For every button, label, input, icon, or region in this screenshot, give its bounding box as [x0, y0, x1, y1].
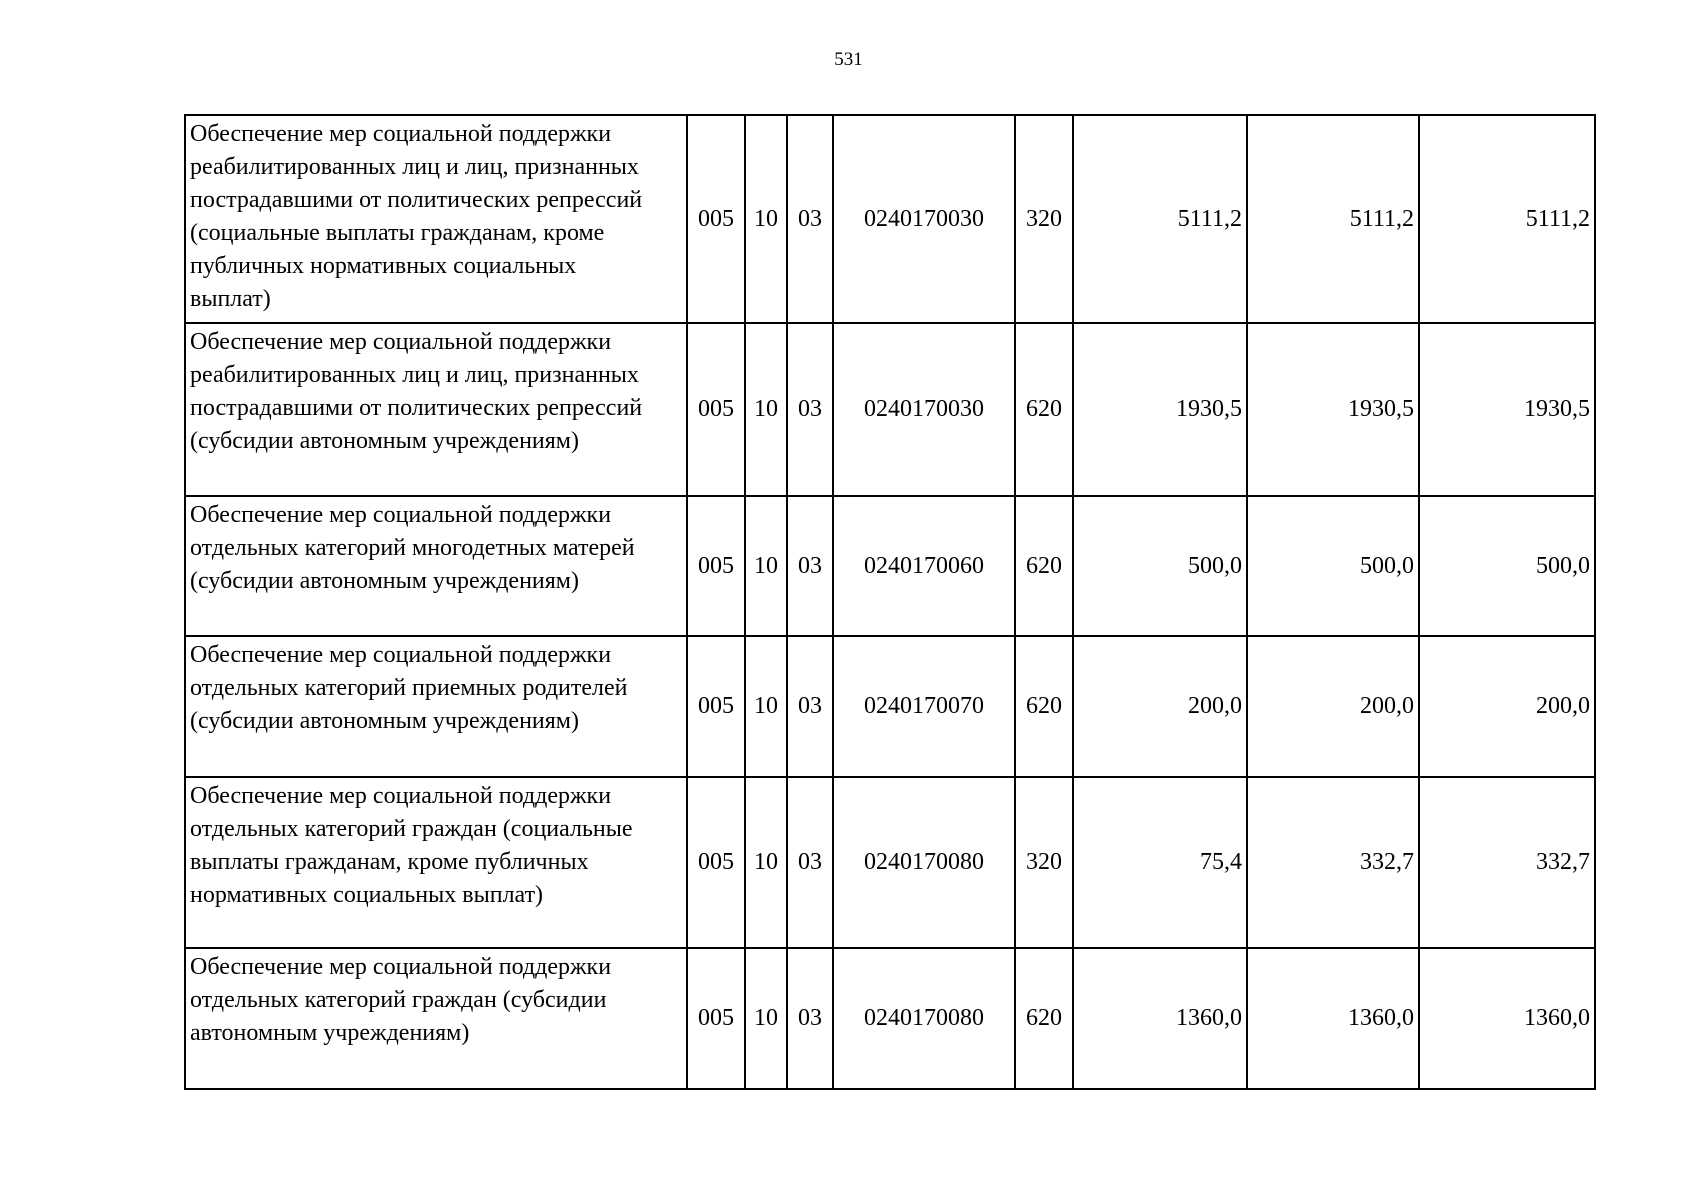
amount-3: 200,0 [1419, 636, 1595, 777]
target-article-code: 0240170080 [833, 948, 1015, 1089]
expense-type-code: 320 [1015, 777, 1073, 948]
row-description [185, 636, 687, 777]
amount-1: 5111,2 [1073, 115, 1247, 323]
subsection-code: 03 [787, 777, 833, 948]
expense-type-code: 320 [1015, 115, 1073, 323]
target-article-code: 0240170070 [833, 636, 1015, 777]
description-line: Обеспечение мер социальной поддержки [190, 783, 612, 809]
table-row [185, 636, 1595, 777]
row-description [185, 496, 687, 636]
subsection-code: 03 [787, 323, 833, 496]
department-code: 005 [687, 496, 745, 636]
description-line: нормативных социальных выплат) [190, 882, 544, 908]
description-line: (социальные выплаты гражданам, кроме [190, 220, 605, 246]
budget-table [184, 114, 1596, 1090]
description-line: выплат) [190, 286, 271, 312]
department-code: 005 [687, 948, 745, 1089]
section-code: 10 [745, 496, 787, 636]
page-number: 531 [834, 49, 863, 70]
description-line: автономным учреждениям) [190, 1020, 470, 1046]
description-line: (субсидии автономным учреждениям) [190, 568, 579, 594]
description-line: Обеспечение мер социальной поддержки [190, 954, 612, 980]
amount-3: 5111,2 [1419, 115, 1595, 323]
amount-1: 1930,5 [1073, 323, 1247, 496]
row-description [185, 115, 687, 323]
amount-2: 500,0 [1247, 496, 1419, 636]
subsection-code: 03 [787, 496, 833, 636]
department-code: 005 [687, 777, 745, 948]
section-code: 10 [745, 323, 787, 496]
target-article-code: 0240170030 [833, 323, 1015, 496]
amount-1: 500,0 [1073, 496, 1247, 636]
description-line: пострадавшими от политических репрессий [190, 187, 643, 213]
description-line: реабилитированных лиц и лиц, признанных [190, 362, 639, 388]
row-description [185, 323, 687, 496]
target-article-code: 0240170030 [833, 115, 1015, 323]
description-line: публичных нормативных социальных [190, 253, 577, 279]
amount-3: 1930,5 [1419, 323, 1595, 496]
description-line: отдельных категорий приемных родителей [190, 675, 628, 701]
amount-2: 1360,0 [1247, 948, 1419, 1089]
description-line: отдельных категорий граждан (социальные [190, 816, 633, 842]
section-code: 10 [745, 636, 787, 777]
description-line: выплаты гражданам, кроме публичных [190, 849, 589, 875]
description-line: Обеспечение мер социальной поддержки [190, 642, 612, 668]
expense-type-code: 620 [1015, 323, 1073, 496]
section-code: 10 [745, 115, 787, 323]
table-row [185, 496, 1595, 636]
description-line: (субсидии автономным учреждениям) [190, 708, 579, 734]
amount-2: 332,7 [1247, 777, 1419, 948]
amount-2: 5111,2 [1247, 115, 1419, 323]
section-code: 10 [745, 948, 787, 1089]
description-line: (субсидии автономным учреждениям) [190, 428, 579, 454]
department-code: 005 [687, 115, 745, 323]
description-line: Обеспечение мер социальной поддержки [190, 329, 612, 355]
description-line: реабилитированных лиц и лиц, признанных [190, 154, 639, 180]
amount-2: 1930,5 [1247, 323, 1419, 496]
description-line: отдельных категорий многодетных матерей [190, 535, 635, 561]
amount-1: 75,4 [1073, 777, 1247, 948]
department-code: 005 [687, 323, 745, 496]
subsection-code: 03 [787, 948, 833, 1089]
target-article-code: 0240170060 [833, 496, 1015, 636]
department-code: 005 [687, 636, 745, 777]
amount-2: 200,0 [1247, 636, 1419, 777]
expense-type-code: 620 [1015, 636, 1073, 777]
description-line: Обеспечение мер социальной поддержки [190, 121, 612, 147]
row-description [185, 948, 687, 1089]
table-row [185, 323, 1595, 496]
expense-type-code: 620 [1015, 496, 1073, 636]
amount-1: 1360,0 [1073, 948, 1247, 1089]
description-line: Обеспечение мер социальной поддержки [190, 502, 612, 528]
expense-type-code: 620 [1015, 948, 1073, 1089]
table-row [185, 777, 1595, 948]
subsection-code: 03 [787, 636, 833, 777]
amount-3: 500,0 [1419, 496, 1595, 636]
amount-1: 200,0 [1073, 636, 1247, 777]
target-article-code: 0240170080 [833, 777, 1015, 948]
subsection-code: 03 [787, 115, 833, 323]
section-code: 10 [745, 777, 787, 948]
row-description [185, 777, 687, 948]
description-line: пострадавшими от политических репрессий [190, 395, 643, 421]
table-row [185, 948, 1595, 1089]
description-line: отдельных категорий граждан (субсидии [190, 987, 607, 1013]
table-row [185, 115, 1595, 323]
amount-3: 332,7 [1419, 777, 1595, 948]
amount-3: 1360,0 [1419, 948, 1595, 1089]
